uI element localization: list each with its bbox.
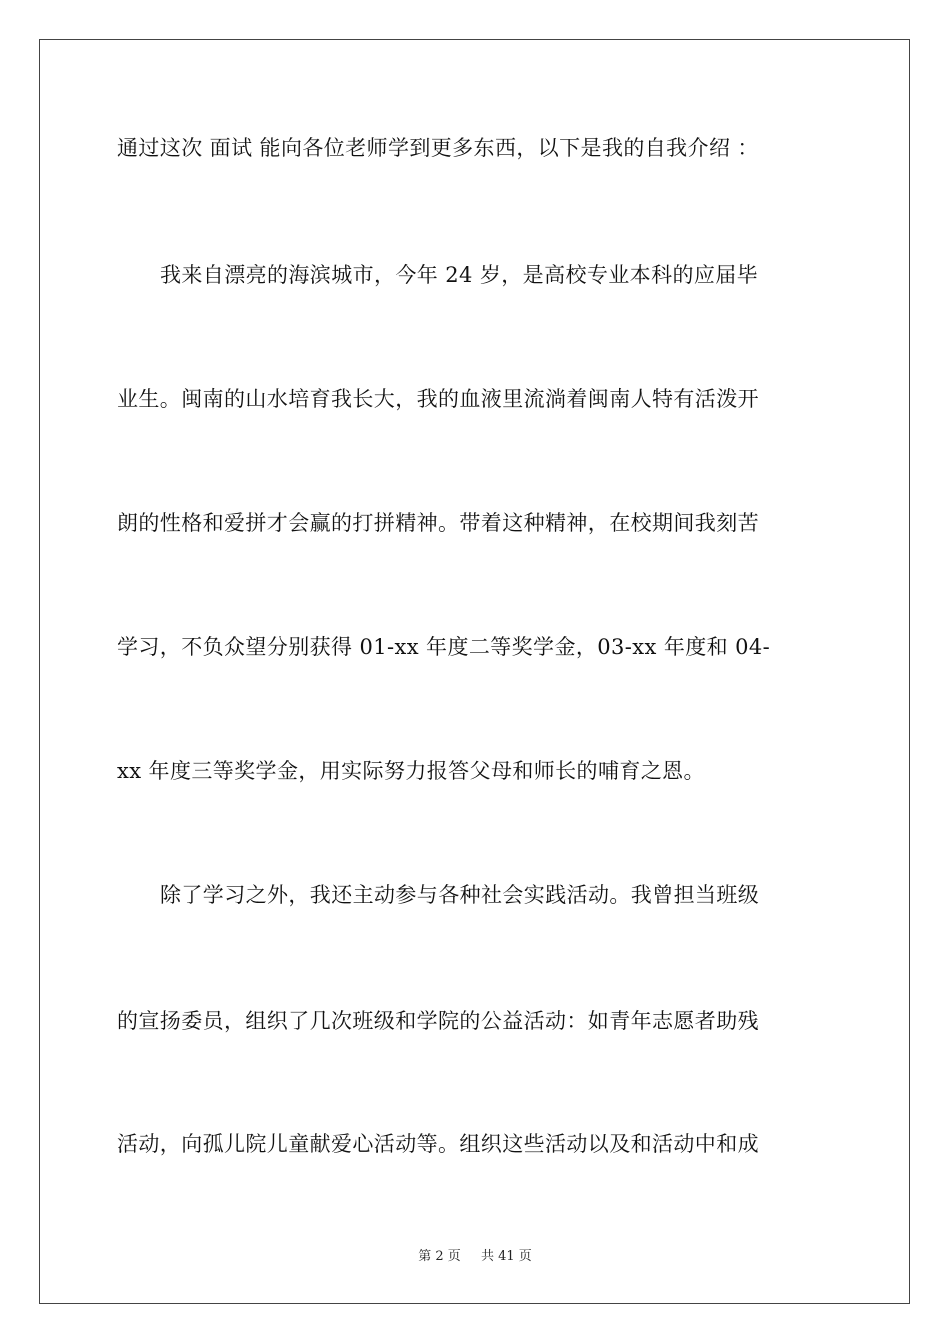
text-line-3: 业生。闽南的山水培育我长大，我的血液里流淌着闽南人特有活泼开 (117, 387, 759, 411)
text-line-2: 我来自漂亮的海滨城市，今年 24 岁，是高校专业本科的应届毕 (160, 263, 759, 287)
page-number: 第 2 页 (418, 1249, 461, 1264)
text-line-6: xx 年度三等奖学金，用实际努力报答父母和师长的哺育之恩。 (117, 759, 705, 783)
text-line-8: 的宣扬委员，组织了几次班级和学院的公益活动：如青年志愿者助残 (117, 1009, 759, 1033)
text-line-7: 除了学习之外，我还主动参与各种社会实践活动。我曾担当班级 (160, 883, 760, 907)
text-line-9: 活动，向孤儿院儿童献爱心活动等。组织这些活动以及和活动中和成 (117, 1132, 759, 1156)
page-total: 共 41 页 (480, 1249, 532, 1264)
text-line-1: 通过这次 面试 能向各位老师学到更多东西，以下是我的自我介绍 ： (117, 136, 759, 160)
text-line-5: 学习，不负众望分别获得 01-xx 年度二等奖学金，03-xx 年度和 04- (117, 635, 771, 659)
page-border (39, 39, 910, 1304)
text-line-4: 朗的性格和爱拼才会赢的打拼精神。带着这种精神，在校期间我刻苦 (117, 511, 759, 535)
page-footer (0, 1249, 950, 1265)
